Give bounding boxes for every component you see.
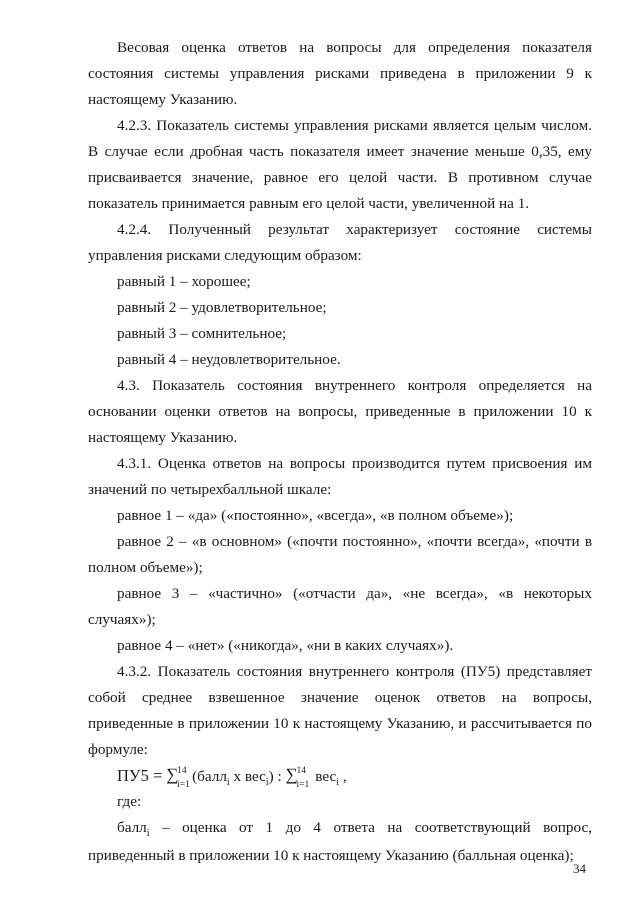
sum-upper-limit: 14 — [177, 766, 187, 776]
where-label: где: — [117, 793, 142, 810]
formula-sum-1 — [166, 765, 192, 790]
sum-symbol: ∑ — [285, 765, 298, 784]
formula-lhs: ПУ5 = — [117, 766, 163, 785]
formula-tail: вес — [311, 768, 337, 785]
formula-index: i — [226, 777, 230, 788]
scale-item-1: равное 1 – «да» («постоянно», «всегда», «в полном объеме»); — [117, 507, 514, 524]
list-item-risk-3: равный 3 – сомнительное; — [117, 325, 287, 342]
paragraph-ball-definition — [88, 815, 592, 869]
scale-item-3: равное 3 – «частично» («отчасти да», «не всегда», «в некоторых случаях»); — [88, 585, 592, 628]
ball-definition-text: балл$_i$ – оценка от 1 до 4 ответа на соответствующий вопрос, приведенный в приложении 10 к настоящему Указанию (балльная оценка); — [88, 819, 592, 864]
ball-index-sub: i — [146, 828, 150, 839]
paragraph-weight-evaluation: Весовая оценка ответов на вопросы для определения показателя состояния системы управления рисками приведена в приложении 9 к настоящему Указанию. — [88, 39, 592, 108]
paragraph-4-3-2: 4.3.2. Показатель состояния внутреннего контроля (ПУ5) представляет собой среднее взвешенное значение оценок ответов на вопросы, приведенные в приложении 10 к настоящему Указанию, и рассчитывается по формуле: — [88, 663, 592, 758]
sum-lower-limit: i=1 — [177, 780, 190, 790]
list-item-risk-4: равный 4 – неудовлетворительное. — [117, 351, 341, 368]
formula-open: (балл — [192, 768, 227, 785]
formula-pu5 — [117, 763, 347, 792]
formula-index: i — [336, 777, 340, 788]
sum-symbol: ∑ — [166, 765, 179, 784]
paragraph-4-2-4: 4.2.4. Полученный результат характеризует состояние системы управления рисками следующим образом: — [88, 221, 592, 264]
sum-lower-limit: i=1 — [296, 780, 310, 790]
formula-mid: x вес — [229, 768, 266, 785]
scale-item-4: равное 4 – «нет» («никогда», «ни в каких случаях»). — [117, 637, 454, 654]
page-number: 34 — [573, 861, 586, 876]
list-item-risk-2: равный 2 – удовлетворительное; — [117, 299, 327, 316]
sum-upper-limit: 14 — [296, 766, 306, 776]
formula-close: ) : — [268, 768, 286, 785]
formula-sum-2 — [285, 765, 311, 790]
scale-item-2: равное 2 – «в основном» («почти постоянно», «почти всегда», «почти в полном объеме»); — [88, 533, 592, 576]
formula-index: i — [265, 777, 269, 788]
paragraph-4-3-1: 4.3.1. Оценка ответов на вопросы производится путем присвоения им значений по четырехбалльной шкале: — [88, 455, 592, 498]
list-item-risk-1: равный 1 – хорошее; — [117, 273, 251, 290]
paragraph-4-2-3: 4.2.3. Показатель системы управления рисками является целым числом. В случае если дробная часть показателя имеет значение меньше 0,35, ему присваивается значение, равное его целой части. В противном случае показатель принимается равным его целой части, увеличенной на 1. — [88, 117, 592, 212]
formula-end: , — [339, 768, 347, 785]
paragraph-4-3: 4.3. Показатель состояния внутреннего контроля определяется на основании оценки ответов на вопросы, приведенные в приложении 10 к настоящему Указанию. — [88, 377, 592, 446]
